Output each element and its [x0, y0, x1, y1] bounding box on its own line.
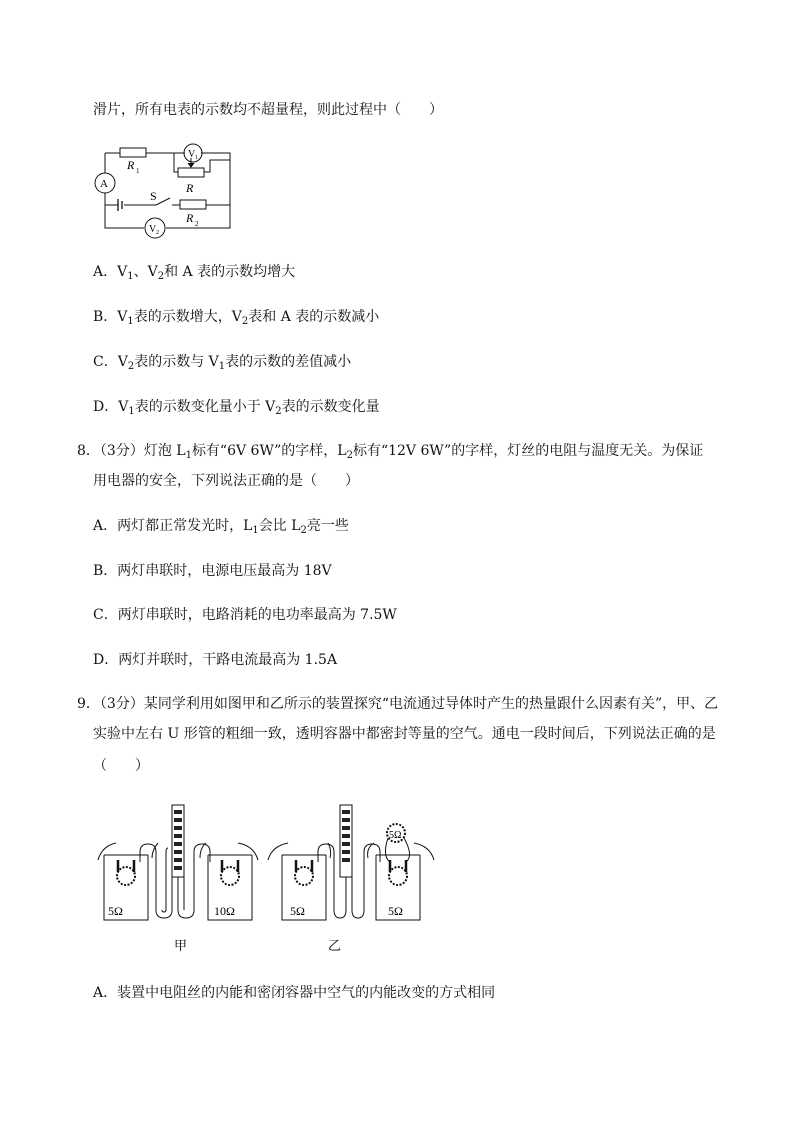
q7-circuit-diagram: [88, 138, 238, 240]
svg-text:5Ω: 5Ω: [108, 904, 123, 918]
ammeter-label: A: [100, 178, 108, 190]
q7-option-c: C．$V_2$表的示数与 $V_1$表的示数的差值减小: [93, 354, 352, 372]
q8-stem-line2: 用电器的安全，下列说法正确的是（ ）: [93, 473, 359, 489]
svg-text:V: V: [188, 149, 196, 160]
q8-stem-line1: 8．（3分）灯泡 $L_1$标有“6V 6W”的字样，$L_2$标有“12V 6W”的字样，灯丝的电阻与温度无关。为保证: [77, 443, 704, 461]
q7-option-a: A．$V_1$、$V_2$和 A 表的示数均增大: [93, 264, 296, 282]
q8-option-d: D．两灯并联时，干路电流最高为 1.5A: [93, 652, 338, 668]
rheostat: [178, 168, 204, 177]
svg-text:5Ω: 5Ω: [388, 904, 403, 918]
svg-text:10Ω: 10Ω: [214, 904, 235, 918]
svg-text:S: S: [150, 189, 157, 203]
q9-figure-jia: [96, 800, 262, 955]
q7-option-d: D．$V_1$表的示数变化量小于 $V_2$表的示数变化量: [93, 399, 380, 417]
r1-resistor: [120, 148, 146, 157]
q8-option-a: A．两灯都正常发光时，$L_1$会比 $L_2$亮一些: [93, 518, 349, 536]
svg-text:5Ω: 5Ω: [290, 904, 305, 918]
svg-text:乙: 乙: [328, 938, 342, 953]
q7-stem-tail: 滑片，所有电表的示数均不超量程，则此过程中（ ）: [93, 102, 443, 118]
r2-resistor: [180, 200, 206, 209]
svg-text:2: 2: [156, 230, 159, 236]
svg-text:R: R: [186, 181, 194, 195]
q9-stem-line3: （ ）: [93, 758, 149, 774]
svg-text:甲: 甲: [174, 938, 188, 953]
q9-figure-yi: [264, 800, 444, 955]
svg-text:R: R: [186, 211, 194, 225]
svg-text:V: V: [149, 224, 157, 235]
q7-option-b: B．$V_1$表的示数增大，$V_2$表和 A 表的示数减小: [93, 309, 380, 327]
svg-text:1: 1: [195, 155, 198, 161]
q8-option-c: C．两灯串联时，电路消耗的电功率最高为 7.5W: [93, 607, 397, 623]
svg-text:2: 2: [195, 220, 199, 228]
q9-option-a: A．装置中电阻丝的内能和密闭容器中空气的内能改变的方式相同: [93, 985, 496, 1001]
q9-stem-line2: 实验中左右 U 形管的粗细一致，透明容器中都密封等量的空气。通电一段时间后，下列说法正确的是: [93, 726, 716, 742]
q9-stem-line1: 9．（3分）某同学利用如图甲和乙所示的装置探究“电流通过导体时产生的热量跟什么因素有关”，甲、乙: [77, 696, 719, 712]
svg-text:5Ω: 5Ω: [389, 830, 402, 841]
q8-option-b: B．两灯串联时，电源电压最高为 18V: [93, 563, 332, 579]
svg-text:1: 1: [136, 167, 140, 175]
svg-text:R: R: [127, 158, 135, 172]
